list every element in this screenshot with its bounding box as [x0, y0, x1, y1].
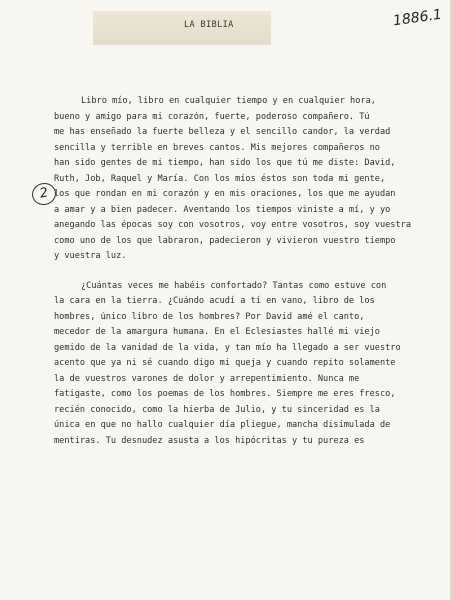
text-line: única en que no hallo cualquier día pliegue, mancha disimulada de [54, 420, 391, 430]
text-line: gemido de la vanidad de la vida, y tan mío ha llegado a ser vuestro [54, 342, 401, 353]
text-line: han sido gentes de mi tiempo, han sido los que tú me diste: David, [54, 158, 396, 168]
text-line: acento que ya ni sé cuando digo mi queja y cuando repito solamente [54, 358, 396, 368]
paragraph-1 [54, 94, 436, 265]
text-line: anegando las épocas soy con vosotros, voy entre vosotros, soy vuestra [54, 220, 411, 230]
page-title: LA BIBLIA [184, 20, 234, 30]
text-line: Libro mío, libro en cualquier tiempo y en cualquier hora, [81, 96, 376, 106]
text-line: y vuestra luz. [54, 251, 127, 261]
text-line: la cara en la tierra. ¿Cuándo acudí a tí en vano, libro de los [54, 296, 375, 306]
paragraph-2 [54, 279, 436, 450]
text-line: recién conocido, como la hierba de Julio, y tu sinceridad es la [54, 404, 380, 415]
handwritten-shelfmark: 1886.1 [392, 6, 443, 30]
text-line: mecedor de la amargura humana. En el Eclesiastes hallé mi viejo [54, 327, 380, 337]
text-line: hombres, único libro de los hombres? Por David amé el canto, [54, 311, 365, 322]
body-text [54, 94, 436, 449]
text-line: los que rondan en mi corazón y en mis oraciones, los que me ayudan [54, 189, 396, 199]
text-line: la de vuestros varones de dolor y arrepentimiento. Nunca me [54, 373, 360, 384]
text-line: sencilla y terrible en breves cantos. Mis mejores compañeros no [54, 142, 380, 153]
text-line: ¿Cuántas veces me habéis confortado? Tantas como estuve con [81, 280, 387, 291]
text-line: como uno de los que labraron, padecieron y vivieron vuestro tiempo [54, 235, 396, 246]
text-line: me has enseñado la fuerte belleza y el sencillo candor, la verdad [54, 127, 391, 137]
text-line: a amar y a bien padecer. Aventando los tiempos viniste a mí, y yo [54, 204, 391, 215]
text-line: mentiras. Tu desnudez asusta a los hipócritas y tu pureza es [54, 435, 365, 446]
text-line: bueno y amigo para mi corazón, fuerte, poderoso compañero. Tú [54, 111, 370, 122]
tape-strip [93, 11, 271, 45]
text-line: Ruth, Job, Raquel y María. Con los míos éstos son toda mi gente, [54, 173, 386, 184]
circled-page-number: 2 [30, 181, 58, 208]
text-line: fatigaste, como los poemas de los hombres. Siempre me eres fresco, [54, 389, 396, 399]
